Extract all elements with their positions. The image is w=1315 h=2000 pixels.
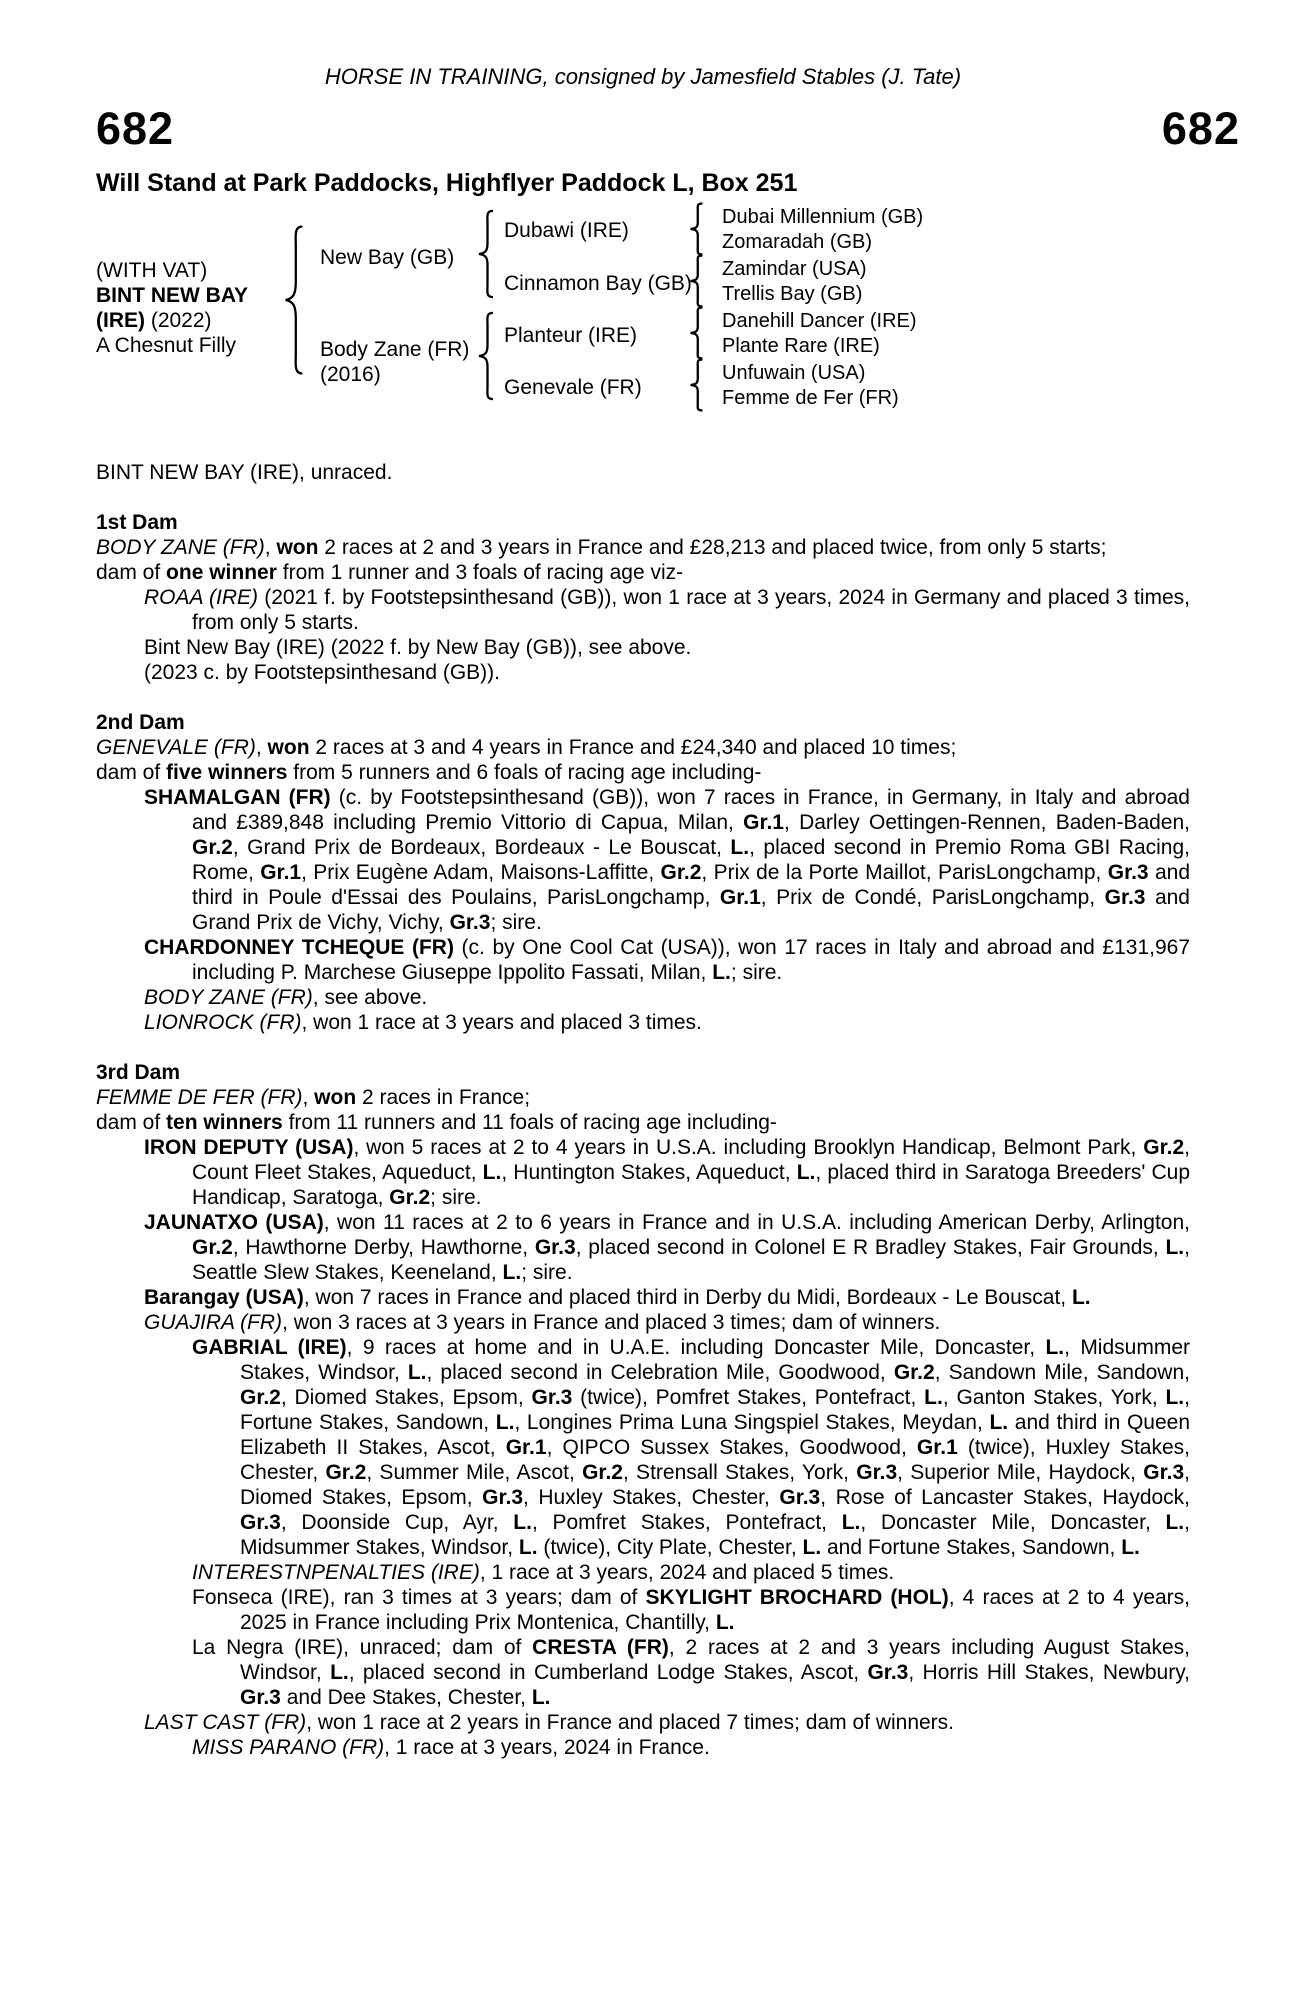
text-run: , Prix de la Porte Maillot, ParisLongchamp,	[701, 861, 1108, 884]
gen4-name: Zamindar (USA)	[722, 258, 867, 280]
text-run: and Fortune Stakes, Sandown,	[821, 1536, 1122, 1559]
text-run: ,	[264, 536, 277, 559]
text-run: , Rose of Lancaster Stakes, Haydock,	[820, 1486, 1191, 1509]
gen3-dam-dam: Genevale (FR)	[504, 376, 642, 399]
text-run: and Dee Stakes, Chester,	[280, 1686, 532, 1709]
text-run: (c. by Footstepsinthesand (GB)), won 7 races in France, in Germany, in Italy and abroad and £389,848 including Premio Vittorio di Capua, Milan,	[192, 786, 1190, 834]
pedigree-paragraph	[96, 1010, 1190, 1035]
text-run: L.	[712, 961, 731, 984]
text-run: and third in Queen Elizabeth II Stakes, Ascot,	[240, 1411, 1191, 1459]
text-run: L.	[841, 1511, 861, 1534]
pedigree-paragraph	[96, 1210, 1190, 1285]
text-run: ; sire.	[430, 1186, 482, 1209]
text-run: , Horris Hill Stakes, Newbury,	[908, 1661, 1190, 1684]
text-run: JAUNATXO (USA)	[144, 1211, 324, 1234]
text-run: MISS PARANO (FR)	[192, 1736, 385, 1759]
text-run: , Strensall Stakes, York,	[622, 1461, 857, 1484]
pedigree-paragraph	[96, 785, 1190, 935]
pedigree-brace-dam	[476, 312, 496, 400]
pedigree-brace-pair3	[688, 307, 705, 359]
pedigree-paragraph	[96, 935, 1190, 985]
text-run: dam of	[96, 1111, 167, 1134]
text-run: won	[314, 1086, 357, 1109]
stand-location-line: Will Stand at Park Paddocks, Highflyer Paddock L, Box 251	[96, 169, 798, 197]
text-run: Gr.1	[916, 1436, 958, 1459]
pedigree-paragraph	[96, 1135, 1190, 1210]
text-run: (twice), City Plate, Chester,	[537, 1536, 803, 1559]
text-run: , Hawthorne Derby, Hawthorne,	[232, 1236, 535, 1259]
text-run: , placed second in Premio Roma GBI Racing, Rome,	[192, 836, 1190, 884]
gen4-pair3	[722, 309, 917, 359]
pedigree-paragraph	[96, 735, 1190, 760]
pedigree-paragraph	[96, 1285, 1190, 1310]
text-run: , won 1 race at 2 years in France and placed 7 times; dam of winners.	[306, 1711, 955, 1734]
text-run: Gr.3	[482, 1486, 524, 1509]
gen4-name: Zomaradah (GB)	[722, 231, 873, 253]
pedigree-subject	[96, 258, 248, 358]
pedigree-paragraph	[96, 1735, 1190, 1760]
pedigree-paragraph	[96, 1710, 1190, 1735]
text-run: , placed second in Colonel E R Bradley Stakes, Fair Grounds,	[575, 1236, 1166, 1259]
text-run: , 2 races at 2 and 3 years including August Stakes, Windsor,	[240, 1636, 1190, 1684]
text-run: Gr.2	[192, 836, 233, 859]
text-run: Fonseca (IRE), ran 3 times at 3 years; dam of	[192, 1586, 646, 1609]
text-run: FEMME DE FER (FR)	[96, 1086, 303, 1109]
pedigree-paragraph	[96, 535, 1190, 560]
text-run: Gr.2	[1143, 1136, 1185, 1159]
gen3-dam-sire: Planteur (IRE)	[504, 324, 638, 347]
dam-year: (2016)	[320, 363, 381, 386]
text-run: , won 5 races at 2 to 4 years in U.S.A. including Brooklyn Handicap, Belmont Park,	[353, 1136, 1144, 1159]
subject-race-record	[96, 460, 1190, 485]
pedigree-paragraph	[96, 760, 1190, 785]
subject-suffix-year	[96, 308, 248, 333]
text-run: ,	[255, 736, 268, 759]
pedigree-paragraph	[96, 985, 1190, 1010]
text-run: dam of	[96, 761, 167, 784]
pedigree-paragraph	[96, 1560, 1190, 1585]
text-run: (twice), Huxley Stakes, Chester,	[240, 1436, 1190, 1484]
gen4-pair1	[722, 205, 923, 255]
text-run: one winner	[166, 561, 277, 584]
text-run: L.	[502, 1261, 522, 1284]
pedigree-paragraph	[96, 660, 1190, 685]
text-run: 2 races in France;	[356, 1086, 531, 1109]
text-run: Gr.3	[531, 1386, 573, 1409]
pedigree-paragraph	[96, 1085, 1190, 1110]
text-run: LAST CAST (FR)	[144, 1711, 307, 1734]
pedigree-brace-main	[282, 225, 306, 375]
text-run: L.	[1071, 1286, 1091, 1309]
pedigree-paragraph	[96, 1110, 1190, 1135]
gen4-pair4	[722, 361, 899, 411]
text-run: LIONROCK (FR)	[144, 1011, 302, 1034]
text-run: L.	[802, 1536, 822, 1559]
text-run: five winners	[166, 761, 288, 784]
text-run: , Fortune Stakes, Sandown,	[240, 1386, 1190, 1434]
text-run: , placed third in Saratoga Breeders' Cup Handicap, Saratoga,	[192, 1161, 1190, 1209]
pedigree-paragraph	[96, 1635, 1190, 1710]
subject-year: (2022)	[145, 309, 212, 332]
pedigree-table	[96, 200, 1206, 420]
text-run: won	[267, 736, 310, 759]
text-run: Gr.3	[449, 911, 491, 934]
dam-block	[320, 337, 469, 387]
text-run: L.	[989, 1411, 1009, 1434]
text-run: ; sire.	[730, 961, 783, 984]
text-run: , Sandown Mile, Sandown,	[934, 1361, 1190, 1384]
gen3-sire-dam: Cinnamon Bay (GB)	[504, 272, 692, 295]
text-run: , Huntington Stakes, Aqueduct,	[501, 1161, 797, 1184]
text-run: , Diomed Stakes, Epsom,	[280, 1386, 532, 1409]
text-run: L.	[924, 1386, 943, 1409]
text-run: , 9 races at home and in U.A.E. including Doncaster Mile, Doncaster,	[346, 1336, 1046, 1359]
text-run: , Grand Prix de Bordeaux, Bordeaux - Le Bouscat,	[232, 836, 731, 859]
pedigree-brace-pair2	[688, 255, 705, 307]
text-run: L.	[1165, 1236, 1185, 1259]
text-run: L.	[1045, 1336, 1065, 1359]
text-run: L.	[1121, 1536, 1140, 1559]
text-run: (2023 c. by Footstepsinthesand (GB)).	[144, 661, 501, 684]
text-run: Gr.3	[779, 1486, 821, 1509]
pedigree-brace-sire	[476, 210, 496, 298]
text-run: , Longines Prima Luna Singspiel Stakes, Meydan,	[514, 1411, 990, 1434]
subject-name: BINT NEW BAY	[96, 284, 249, 307]
text-run: , won 11 races at 2 to 6 years in France and in U.S.A. including American Derby, Arlington,	[323, 1211, 1190, 1234]
text-run: and third in Poule d'Essai des Poulains, ParisLongchamp,	[192, 861, 1191, 909]
text-run: ; sire.	[521, 1261, 573, 1284]
text-run: CHARDONNEY TCHEQUE (FR)	[144, 936, 454, 959]
text-run: Barangay (USA)	[144, 1286, 304, 1309]
text-run: , 1 race at 3 years, 2024 and placed 5 times.	[479, 1561, 895, 1584]
text-run: L.	[513, 1511, 532, 1534]
pedigree-paragraph	[96, 1585, 1190, 1635]
text-run: Gr.1	[505, 1436, 547, 1459]
pedigree-paragraph	[96, 1310, 1190, 1335]
text-run: , 4 races at 2 to 4 years, 2025 in France including Prix Montenica, Chantilly,	[240, 1586, 1190, 1634]
pedigree-paragraph	[96, 1335, 1190, 1560]
text-run: SKYLIGHT BROCHARD (HOL)	[645, 1586, 949, 1609]
text-run: , 1 race at 3 years, 2024 in France.	[384, 1736, 710, 1759]
text-run: Gr.1	[719, 886, 761, 909]
pedigree-paragraph	[96, 560, 1190, 585]
text-run: L.	[1165, 1511, 1185, 1534]
text-run: from 1 runner and 3 foals of racing age viz-	[276, 561, 684, 584]
gen4-pair2	[722, 257, 866, 307]
vat-note: (WITH VAT)	[96, 259, 208, 282]
text-run: Gr.3	[867, 1661, 909, 1684]
pedigree-text-body	[96, 460, 1190, 1760]
text-run: GUAJIRA (FR)	[144, 1311, 283, 1334]
dam-name: Body Zane (FR)	[320, 338, 470, 361]
text-run: , placed second in Cumberland Lodge Stakes, Ascot,	[348, 1661, 868, 1684]
text-run: ; sire.	[490, 911, 542, 934]
gen4-name: Trellis Bay (GB)	[722, 283, 863, 305]
text-run: , Diomed Stakes, Epsom,	[240, 1461, 1190, 1509]
text-run: Gr.3	[1104, 886, 1146, 909]
section-heading: 1st Dam	[96, 511, 178, 534]
text-run: L.	[730, 836, 750, 859]
text-run: L.	[1165, 1386, 1185, 1409]
text-run: , Doonside Cup, Ayr,	[280, 1511, 514, 1534]
text-run: Gr.3	[1107, 861, 1149, 884]
gen4-name: Plante Rare (IRE)	[722, 335, 880, 357]
text-run: , won 7 races in France and placed third in Derby du Midi, Bordeaux - Le Bouscat,	[303, 1286, 1072, 1309]
text-run: , Prix de Condé, ParisLongchamp,	[760, 886, 1105, 909]
text-run: BINT NEW BAY (IRE), unraced.	[96, 461, 393, 484]
text-run: Gr.1	[260, 861, 302, 884]
pedigree-paragraph	[96, 635, 1190, 660]
text-run: IRON DEPUTY (USA)	[144, 1136, 354, 1159]
text-run: L.	[407, 1361, 427, 1384]
gen3-sire-sire: Dubawi (IRE)	[504, 219, 629, 242]
section-heading: 2nd Dam	[96, 711, 185, 734]
sire-name: New Bay (GB)	[320, 246, 455, 269]
text-run: , Pomfret Stakes, Pontefract,	[531, 1511, 842, 1534]
text-run: , Summer Mile, Ascot,	[366, 1461, 583, 1484]
text-run: Gr.2	[325, 1461, 367, 1484]
text-run: Gr.3	[856, 1461, 898, 1484]
text-run: , Doncaster Mile, Doncaster,	[860, 1511, 1166, 1534]
text-run: won	[276, 536, 319, 559]
text-run: , Prix Eugène Adam, Maisons-Laffitte,	[301, 861, 661, 884]
text-run: Gr.3	[534, 1236, 576, 1259]
text-run: Gr.3	[240, 1511, 281, 1534]
text-run: Gr.2	[389, 1186, 431, 1209]
text-run: 2 races at 2 and 3 years in France and £28,213 and placed twice, from only 5 starts;	[318, 536, 1107, 559]
gen4-name: Femme de Fer (FR)	[722, 387, 899, 409]
text-run: , Midsummer Stakes, Windsor,	[240, 1511, 1190, 1559]
text-run: , QIPCO Sussex Stakes, Goodwood,	[546, 1436, 917, 1459]
text-run: (twice), Pomfret Stakes, Pontefract,	[572, 1386, 925, 1409]
text-run: L.	[330, 1661, 349, 1684]
text-run: CRESTA (FR)	[532, 1636, 669, 1659]
text-run: Gr.2	[893, 1361, 935, 1384]
text-run: INTERESTNPENALTIES (IRE)	[192, 1561, 480, 1584]
text-run: and Grand Prix de Vichy, Vichy,	[192, 886, 1190, 934]
lot-number-right: 682	[1161, 103, 1240, 154]
text-run: GABRIAL (IRE)	[192, 1336, 347, 1359]
text-run: Gr.1	[743, 811, 784, 834]
text-run: BODY ZANE (FR)	[144, 986, 313, 1009]
text-run: , Huxley Stakes, Chester,	[523, 1486, 780, 1509]
subject-description: A Chesnut Filly	[96, 334, 237, 357]
gen4-name: Dubai Millennium (GB)	[722, 206, 924, 228]
text-run: L.	[482, 1161, 502, 1184]
subject-suffix: (IRE)	[96, 309, 145, 332]
pedigree-brace-pair4	[688, 359, 705, 411]
text-run: , Superior Mile, Haydock,	[897, 1461, 1144, 1484]
text-run: Gr.3	[1143, 1461, 1185, 1484]
text-run: , Darley Oettingen-Rennen, Baden-Baden,	[784, 811, 1191, 834]
text-run: ROAA (IRE)	[144, 586, 258, 609]
text-run: , see above.	[312, 986, 428, 1009]
text-run: , Midsummer Stakes, Windsor,	[240, 1336, 1190, 1384]
text-run: , Seattle Slew Stakes, Keeneland,	[192, 1236, 1190, 1284]
pedigree-brace-pair1	[688, 203, 705, 255]
text-run: Bint New Bay (IRE) (2022 f. by New Bay (GB)), see above.	[144, 636, 692, 659]
text-run: L.	[495, 1411, 515, 1434]
text-run: , Ganton Stakes, York,	[942, 1386, 1166, 1409]
text-run: from 11 runners and 11 foals of racing age including-	[282, 1111, 777, 1134]
text-run: SHAMALGAN (FR)	[144, 786, 331, 809]
text-run: Gr.2	[660, 861, 702, 884]
text-run: ten winners	[166, 1111, 283, 1134]
text-run: Gr.2	[240, 1386, 281, 1409]
consignor-line: HORSE IN TRAINING, consigned by Jamesfield Stables (J. Tate)	[324, 64, 962, 89]
text-run: (c. by One Cool Cat (USA)), won 17 races in Italy and abroad and £131,967 including P. Marchese Giuseppe Ippolito Fassati, Milan,	[192, 936, 1190, 984]
text-run: GENEVALE (FR)	[96, 736, 256, 759]
text-run: ,	[302, 1086, 315, 1109]
text-run: BODY ZANE (FR)	[96, 536, 265, 559]
gen4-name: Danehill Dancer (IRE)	[722, 310, 917, 332]
text-run: La Negra (IRE), unraced; dam of	[192, 1636, 533, 1659]
text-run: Gr.3	[240, 1686, 281, 1709]
text-run: (2021 f. by Footstepsinthesand (GB)), won 1 race at 3 years, 2024 in Germany and placed 3 times, from only 5 starts.	[192, 586, 1191, 634]
section-heading: 3rd Dam	[96, 1061, 181, 1084]
pedigree-paragraph	[96, 585, 1190, 635]
text-run: dam of	[96, 561, 167, 584]
text-run: L.	[531, 1686, 551, 1709]
text-run: L.	[796, 1161, 816, 1184]
text-run: , placed second in Celebration Mile, Goodwood,	[426, 1361, 894, 1384]
gen4-name: Unfuwain (USA)	[722, 362, 866, 384]
text-run: , won 1 race at 3 years and placed 3 times.	[301, 1011, 702, 1034]
text-run: , won 3 races at 3 years in France and placed 3 times; dam of winners.	[282, 1311, 941, 1334]
text-run: Gr.2	[582, 1461, 623, 1484]
text-run: 2 races at 3 and 4 years in France and £24,340 and placed 10 times;	[309, 736, 957, 759]
text-run: from 5 runners and 6 foals of racing age including-	[287, 761, 762, 784]
lot-number-left: 682	[96, 103, 175, 154]
text-run: Gr.2	[192, 1236, 233, 1259]
dam-sections	[96, 510, 1190, 1760]
text-run: , Count Fleet Stakes, Aqueduct,	[192, 1136, 1190, 1184]
text-run: L.	[715, 1611, 735, 1634]
text-run: L.	[518, 1536, 538, 1559]
